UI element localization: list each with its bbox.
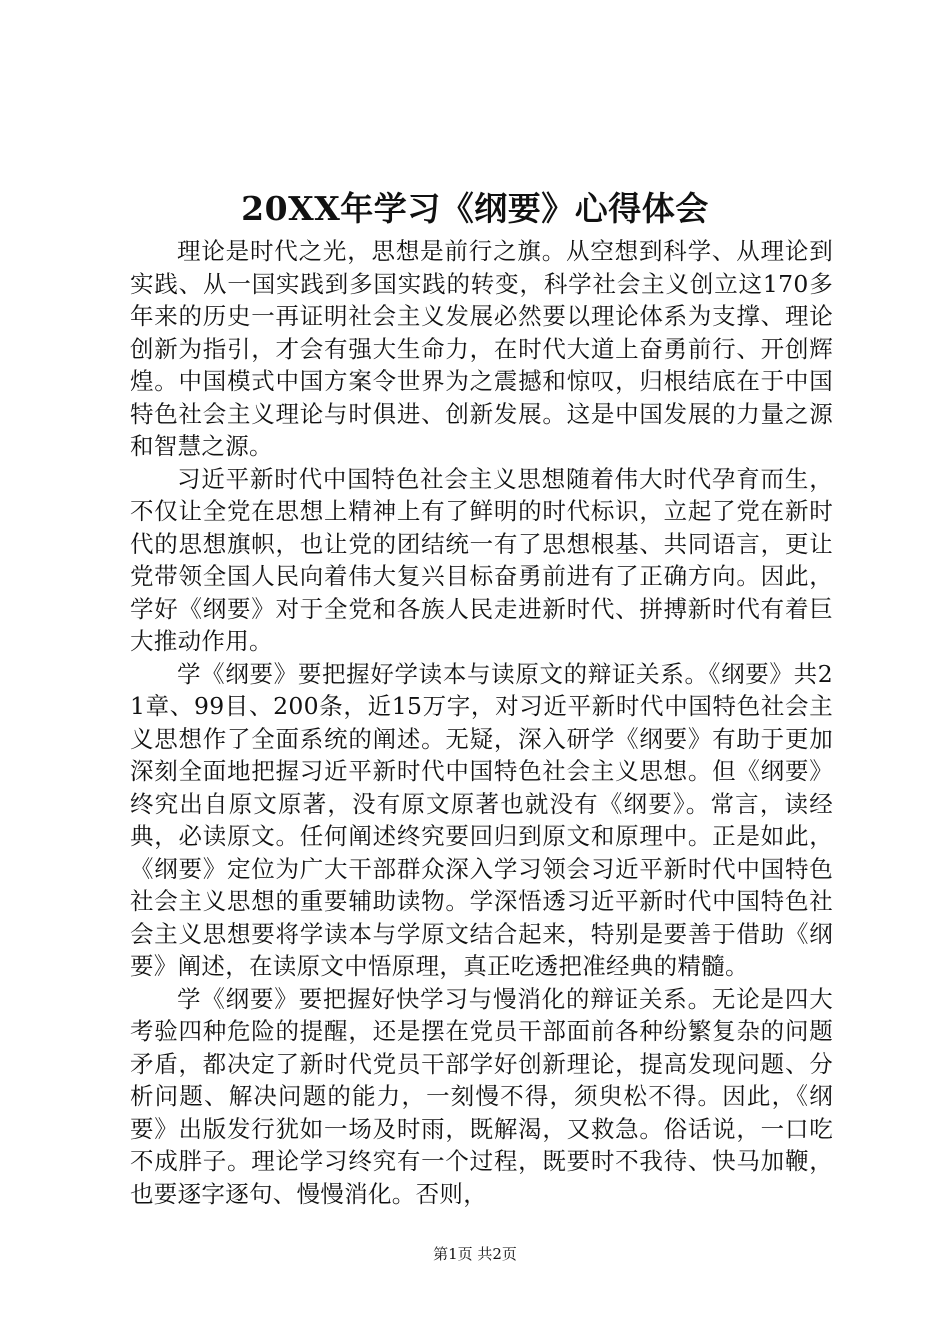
document-title: 20XX年学习《纲要》心得体会 <box>241 189 709 228</box>
paragraph-4: 学《纲要》要把握好快学习与慢消化的辩证关系。无论是四大考验四种危险的提醒，还是摆在党员干部面前各种纷繁复杂的问题矛盾，都决定了新时代党员干部学好创新理论，提高发现问题、分析问题、解决问题的能力，一刻慢不得，须臾松不得。因此，《纲要》出版发行犹如一场及时雨，既解渴，又救急。俗话说，一口吃不成胖子。理论学习终究有一个过程，既要时不我待、快马加鞭，也要逐字逐句、慢慢消化。否则， <box>130 984 833 1208</box>
page-footer <box>0 1244 950 1264</box>
paragraph-1: 理论是时代之光，思想是前行之旗。从空想到科学、从理论到实践、从一国实践到多国实践的转变，科学社会主义创立这170多年来的历史一再证明社会主义发展必然要以理论体系为支撑、理论创新为指引，才会有强大生命力，在时代大道上奋勇前行、开创辉煌。中国模式中国方案令世界为之震撼和惊叹，归根结底在于中国特色社会主义理论与时俱进、创新发展。这是中国发展的力量之源和智慧之源。 <box>130 237 833 460</box>
paragraph-3: 学《纲要》要把握好学读本与读原文的辩证关系。《纲要》共21章、99目、200条，近15万字，对习近平新时代中国特色社会主义思想作了全面系统的阐述。无疑，深入研学《纲要》有助于更加深刻全面地把握习近平新时代中国特色社会主义思想。但《纲要》终究出自原文原著，没有原文原著也就没有《纲要》。常言，读经典，必读原文。任何阐述终究要回归到原文和原理中。正是如此，《纲要》定位为广大干部群众深入学习领会习近平新时代中国特色社会主义思想的重要辅助读物。学深悟透习近平新时代中国特色社会主义思想要将学读本与学原文结合起来，特别是要善于借助《纲要》阐述，在读原文中悟原理，真正吃透把准经典的精髓。 <box>130 659 833 980</box>
paragraph-2: 习近平新时代中国特色社会主义思想随着伟大时代孕育而生，不仅让全党在思想上精神上有了鲜明的时代标识，立起了党在新时代的思想旗帜，也让党的团结统一有了思想根基、共同语言，更让党带领全国人民向着伟大复兴目标奋勇前进有了正确方向。因此，学好《纲要》对于全党和各族人民走进新时代、拼搏新时代有着巨大推动作用。 <box>130 464 833 655</box>
document-body <box>130 235 833 1210</box>
page-number: 第1页 共2页 <box>433 1245 517 1263</box>
